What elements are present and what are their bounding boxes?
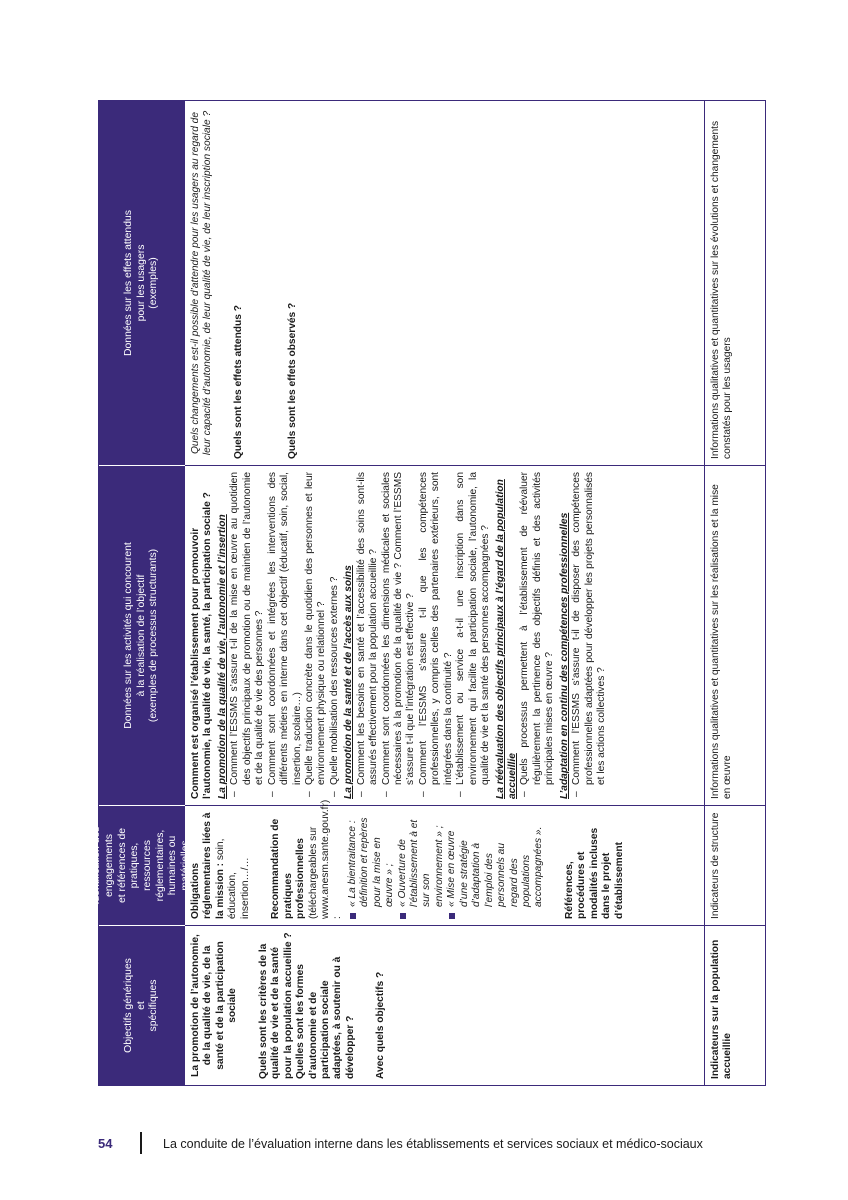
- footer-activities: Informations qualitatives et quantitatives sur les réalisations et la mise en œuvre: [705, 465, 765, 805]
- obligations-paragraph: [190, 812, 252, 919]
- objectives-question: Quels sont les critères de la qualité de vie et de la santé pour la population accueillie ? Quelles sont les formes d’autonomie et de participation sociale adaptées, à soutenir ou à développer ?: [257, 932, 356, 1079]
- footer-objectives: Indicateurs sur la population accueillie: [705, 925, 765, 1085]
- recommendation-text: (téléchargeables sur www.anesm.sante.gouv.fr) :: [307, 799, 344, 919]
- footer-engagements: Indicateurs de structure: [705, 805, 765, 925]
- header-activities-line: (exemples de processus structurants): [148, 548, 160, 723]
- dash-bullet-icon: –: [328, 791, 340, 797]
- list-item: [455, 472, 492, 799]
- footer-separator: [140, 1132, 142, 1154]
- section-list: [229, 472, 341, 799]
- header-engagements-line: humaines ou matérielles: [167, 835, 192, 896]
- section-title: La promotion de la santé et de l’accès aux soins: [343, 565, 355, 799]
- header-effects-line: pour les usagers: [135, 244, 147, 322]
- header-engagements-line: ressources réglementaires,: [142, 829, 166, 902]
- list-item: [418, 472, 455, 799]
- section-title: La réévaluation des objectifs principaux à l’égard de la population accueillie: [494, 479, 518, 799]
- obligations-text: soin, éducation, insertion…/…: [214, 838, 251, 919]
- square-bullet-icon: [350, 913, 356, 919]
- recommendation-list: [347, 812, 546, 919]
- activities-intro: Comment est organisé l’établissement pour promouvoir l’autonomie, la qualité de vie, la santé, la participation sociale ?: [190, 492, 214, 799]
- effects-question: Quels changements est-il possible d’attendre pour les usagers au regard de leur capacité d’autonomie, de leur qualité de vie, de leur inscription sociale ?: [190, 110, 214, 456]
- list-item: [356, 472, 381, 799]
- list-item: [381, 472, 418, 799]
- page-number: 54: [98, 1136, 113, 1151]
- effects-expected: Quels sont les effets attendus ?: [232, 305, 244, 459]
- activities-cell: [185, 465, 705, 805]
- objectives-cell: [185, 925, 705, 1085]
- footer-title: La conduite de l’évaluation interne dans les établissements et services sociaux et médico-sociaux: [163, 1137, 703, 1151]
- list-item: [446, 812, 546, 919]
- header-activities-line: Données sur les activités qui concourent: [122, 542, 134, 729]
- square-bullet-icon: [400, 913, 406, 919]
- list-item: [267, 472, 304, 799]
- section-list: [571, 472, 608, 799]
- list-item: [571, 472, 608, 799]
- dash-bullet-icon: –: [455, 791, 467, 797]
- dash-bullet-icon: –: [303, 791, 315, 797]
- list-item-text: L’établissement ou service a-t-il une inscription dans son environnement qui facilite la participation sociale, l’autonomie, la qualité de vie et la santé des personnes accompagnées ?: [455, 472, 492, 785]
- header-activities: [99, 465, 185, 805]
- dash-bullet-icon: –: [266, 791, 278, 797]
- header-objectives-line: et: [135, 1001, 147, 1010]
- header-engagements-line: et références de pratiques,: [116, 827, 141, 904]
- dash-bullet-icon: –: [571, 791, 583, 797]
- list-item-text: Quelle traduction concrète dans le quotidien des personnes et leur environnement physique ou relationnel ?: [303, 472, 328, 785]
- list-item-text: Quelle mobilisation des ressources externes ?: [328, 576, 340, 785]
- list-item: [229, 472, 266, 799]
- objectives-question: Avec quels objectifs ?: [375, 971, 387, 1079]
- list-item-text: Comment sont coordonnées les dimensions médicales et sociales nécessaires à la promotion de la qualité de vie ? Comment l’ESSMS s’assure t-il que l’intégration est effective ?: [380, 472, 417, 785]
- list-item: [519, 472, 556, 799]
- effects-observed: Quels sont les effets observés ?: [287, 302, 299, 459]
- list-item: [304, 472, 329, 799]
- header-engagements: [91, 805, 192, 925]
- header-objectives-line: Objectifs génériques: [122, 958, 134, 1053]
- list-item-text: Comment les besoins en santé et l’accessibilité des soins sont-ils assurés effectivement pour la population accueillie ?: [355, 472, 380, 785]
- header-effects-line: Données sur les effets attendus: [122, 210, 134, 356]
- list-item: [329, 472, 341, 799]
- dash-bullet-icon: –: [355, 791, 367, 797]
- obligations-label: Obligations réglementaires liées à la mission :: [190, 812, 226, 919]
- objectives-title: La promotion de l’autonomie, de la qualité de vie, de la santé et de la participation sociale: [190, 934, 239, 1077]
- list-item-text: « Mise en œuvre d’une stratégie d’adaptation à l’emploi des personnels au regard des populations accompagnées ».: [446, 826, 545, 907]
- engagements-cell: [185, 799, 705, 925]
- evaluation-table: [91, 100, 766, 1086]
- recommendation-paragraph: [270, 799, 345, 919]
- header-effects: [99, 101, 185, 465]
- section-list: [519, 472, 556, 799]
- effects-cell: [185, 101, 705, 465]
- header-objectives-line: spécifiques: [148, 979, 160, 1032]
- section-title: L’adaptation en continu des compétences professionnelles: [558, 512, 570, 799]
- list-item-text: Comment l’ESSMS s’assure t-il de disposer des compétences professionnelles adaptées pour développer les projets personnalisés et les actions collectives ?: [571, 472, 607, 785]
- header-effects-line: (exemples): [148, 257, 160, 309]
- footer-effects: Informations qualitatives et quantitatives sur les évolutions et changements constatés pour les usagers: [710, 120, 734, 459]
- header-objectives: [99, 925, 185, 1085]
- dash-bullet-icon: –: [417, 791, 429, 797]
- dash-bullet-icon: –: [229, 791, 241, 797]
- list-item-text: Quels processus permettent à l’établissement de réévaluer régulièrement la pertinence des objectifs définis et des activités principales mises en œuvre ?: [519, 472, 556, 785]
- list-item-text: « Ouverture de l’établissement à et sur son environnement » ;: [396, 819, 445, 907]
- section-title: La promotion de la qualité de vie, l’autonomie et l’insertion: [216, 514, 228, 799]
- list-item: [397, 812, 447, 919]
- references-paragraph: Références, procédures et modalités incluses dans le projet d’établissement: [563, 827, 625, 919]
- list-item: [347, 812, 397, 919]
- header-activities-line: à la réalisation de l’objectif: [135, 574, 147, 697]
- recommendation-label: Recommandation de pratiques professionnelles: [270, 818, 307, 919]
- header-engagements-line: Identification des engagements: [91, 826, 115, 905]
- list-item-text: Comment sont coordonnées et intégrées les interventions des différents métiers en interne dans cet objectif (éducatif, soin, social, insertion, scolaire…): [266, 472, 303, 785]
- list-item-text: « La bientraitance : définition et repères pour la mise en œuvre » ;: [346, 817, 396, 907]
- section-list: [356, 472, 493, 799]
- list-item-text: Comment l’ESSMS s’assure t-il de la mise en œuvre au quotidien des objectifs principaux de promotion ou de maintien de l’autonomie et de la qualité de vie des personnes ?: [229, 472, 266, 785]
- dash-bullet-icon: –: [380, 791, 392, 797]
- square-bullet-icon: [449, 913, 455, 919]
- list-item-text: Comment l’ESSMS s’assure t-il que les compétences professionnelles, y compris celles des partenaires extérieurs, sont intégrées dans la continuité ?: [417, 472, 454, 785]
- dash-bullet-icon: –: [519, 791, 531, 797]
